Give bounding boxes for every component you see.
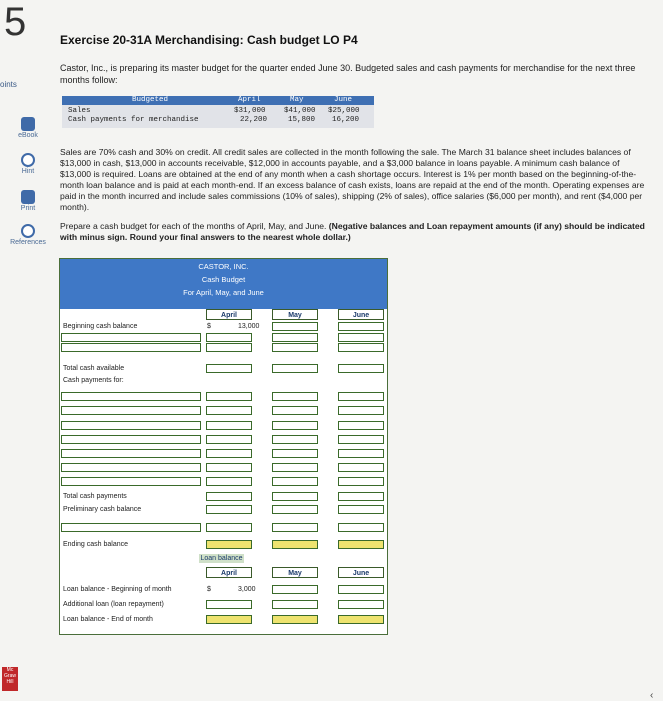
loan-balance-header: Loan balance xyxy=(200,555,243,562)
month-june: June xyxy=(334,96,353,104)
ending-cash-row xyxy=(60,540,387,550)
instructions-bold: (Negative balances and Loan repayment amounts (if any) should be indicated with minus sign. Round your final answers to the nearest whole dollar.) xyxy=(60,221,645,242)
line-label-input[interactable] xyxy=(61,477,201,486)
sales-may: $41,000 xyxy=(284,107,316,115)
references-button[interactable] xyxy=(6,224,50,246)
row-june-input[interactable] xyxy=(338,406,384,415)
row-june-input[interactable] xyxy=(338,392,384,401)
budget-header xyxy=(60,259,387,309)
additional-loan-row xyxy=(60,600,387,610)
row-april-input[interactable] xyxy=(206,421,252,430)
row-may-input[interactable] xyxy=(272,449,318,458)
instructions xyxy=(60,221,648,243)
ending-cash-june-input[interactable] xyxy=(338,540,384,549)
sales-table-header: Budgeted xyxy=(132,96,169,104)
row-april-input[interactable] xyxy=(206,406,252,415)
loan-col-may: May xyxy=(272,567,318,578)
payments-row-label: Cash payments for merchandise xyxy=(68,116,199,124)
intro-text: Castor, Inc., is preparing its master budget for the quarter ended June 30. Budgeted sales and cash payments for merchandise for the next three months follow: xyxy=(60,63,636,85)
loan-end-row xyxy=(60,615,387,625)
line-label-input[interactable] xyxy=(61,449,201,458)
input-row xyxy=(60,406,387,416)
budget-period: For April, May, and June xyxy=(183,288,264,297)
line-label-input[interactable] xyxy=(61,343,201,352)
loan-begin-april: 3,000 xyxy=(238,586,256,593)
row-april-input[interactable] xyxy=(206,435,252,444)
references-icon xyxy=(21,224,35,238)
line-label-input[interactable] xyxy=(61,435,201,444)
loan-begin-symbol: $ xyxy=(207,586,211,593)
row-may-input[interactable] xyxy=(272,406,318,415)
print-button[interactable] xyxy=(6,190,50,212)
line-label-input[interactable] xyxy=(61,421,201,430)
row-june-input[interactable] xyxy=(338,463,384,472)
input-row xyxy=(60,421,387,431)
row-may-input[interactable] xyxy=(272,333,318,342)
cash-payments-for-label: Cash payments for: xyxy=(63,377,124,384)
row-june-input[interactable] xyxy=(338,435,384,444)
sales-april: $31,000 xyxy=(234,107,266,115)
row-june-input[interactable] xyxy=(338,449,384,458)
preliminary-cash-label: Preliminary cash balance xyxy=(63,506,142,513)
month-april: April xyxy=(238,96,261,104)
beginning-cash-row xyxy=(60,322,387,332)
col-june: June xyxy=(338,309,384,320)
problem-paragraph: Sales are 70% cash and 30% on credit. All credit sales are collected in the month following the sale. The March 31 balance sheet includes balances of $13,000 in cash, $13,000 in accounts receivable, $12,000 in accounts payable, and a $3,000 balance in loans payable. A minimum cash balance of $13,000 is required. Loans are obtained at the end of any month when a cash shortage occurs. Interest is 1% per month based on the beginning-of-the-month loan balance and is paid at each month-end. If an excess balance of cash exists, loans are repaid at the end of the month. Operating expenses are paid in the month incurred and include sales commissions (10% of sales), shipping (2% of sales), office salaries ($6,000 per month), and rent ($4,000 per month). xyxy=(60,147,645,212)
input-row xyxy=(60,333,387,343)
row-april-input[interactable] xyxy=(206,333,252,342)
points-label: oints xyxy=(0,80,17,89)
row-may-input[interactable] xyxy=(272,463,318,472)
input-row xyxy=(60,449,387,459)
total-cash-june-input[interactable] xyxy=(338,364,384,373)
input-row xyxy=(60,463,387,473)
total-payments-april-input[interactable] xyxy=(206,492,252,501)
row-may-input[interactable] xyxy=(272,523,318,532)
sales-table xyxy=(62,96,374,128)
printer-icon xyxy=(21,190,35,204)
row-may-input[interactable] xyxy=(272,343,318,352)
cash-payments-header-row xyxy=(60,376,387,386)
chevron-left-icon[interactable]: ‹ xyxy=(650,690,654,701)
row-june-input[interactable] xyxy=(338,333,384,342)
hint-button[interactable] xyxy=(6,153,50,175)
additional-loan-june-input[interactable] xyxy=(338,600,384,609)
preliminary-april-input[interactable] xyxy=(206,505,252,514)
exercise-title: Exercise 20-31A Merchandising: Cash budget LO P4 xyxy=(60,33,358,47)
total-cash-available-row xyxy=(60,364,387,374)
print-label: Print xyxy=(20,205,36,212)
total-payments-june-input[interactable] xyxy=(338,492,384,501)
total-cash-available-label: Total cash available xyxy=(63,365,125,372)
loan-begin-label: Loan balance - Beginning of month xyxy=(63,586,172,593)
beginning-cash-may-input[interactable] xyxy=(272,322,318,331)
row-june-input[interactable] xyxy=(338,421,384,430)
loan-begin-row xyxy=(60,585,387,595)
references-label: References xyxy=(10,239,46,246)
loan-col-april: April xyxy=(206,567,252,578)
row-june-input[interactable] xyxy=(338,477,384,486)
ebook-label: eBook xyxy=(18,132,38,139)
row-may-input[interactable] xyxy=(272,421,318,430)
loan-col-june: June xyxy=(338,567,384,578)
total-payments-may-input[interactable] xyxy=(272,492,318,501)
ending-cash-label: Ending cash balance xyxy=(63,541,128,548)
input-row xyxy=(60,477,387,487)
row-may-input[interactable] xyxy=(272,477,318,486)
row-june-input[interactable] xyxy=(338,523,384,532)
instructions-plain: Prepare a cash budget for each of the months of April, May, and June. xyxy=(60,221,329,231)
row-april-input[interactable] xyxy=(206,477,252,486)
beginning-cash-april: 13,000 xyxy=(238,323,260,330)
loan-end-label: Loan balance - End of month xyxy=(63,616,153,623)
loan-begin-may-input[interactable] xyxy=(272,585,318,594)
row-april-input[interactable] xyxy=(206,343,252,352)
row-april-input[interactable] xyxy=(206,523,252,532)
total-cash-payments-row xyxy=(60,492,387,502)
ending-cash-may-input[interactable] xyxy=(272,540,318,549)
ebook-button[interactable] xyxy=(6,117,50,139)
cash-budget-form xyxy=(59,258,388,635)
preliminary-may-input[interactable] xyxy=(272,505,318,514)
line-label-input[interactable] xyxy=(61,406,201,415)
input-row xyxy=(60,392,387,402)
col-may: May xyxy=(272,309,318,320)
line-label-input[interactable] xyxy=(61,392,201,401)
input-row xyxy=(60,523,387,533)
additional-loan-april-input[interactable] xyxy=(206,600,252,609)
line-label-input[interactable] xyxy=(61,463,201,472)
ending-cash-april-input[interactable] xyxy=(206,540,252,549)
payments-may: 15,800 xyxy=(288,116,316,124)
book-icon xyxy=(21,117,35,131)
payments-june: 16,200 xyxy=(332,116,360,124)
mcgraw-hill-logo: Mc Graw Hill xyxy=(2,667,18,691)
budget-name: Cash Budget xyxy=(201,275,246,284)
row-april-input[interactable] xyxy=(206,392,252,401)
beginning-cash-june-input[interactable] xyxy=(338,322,384,331)
row-april-input[interactable] xyxy=(206,463,252,472)
line-label-input[interactable] xyxy=(61,523,201,532)
row-april-input[interactable] xyxy=(206,449,252,458)
beginning-cash-symbol: $ xyxy=(207,323,211,330)
input-row xyxy=(60,343,387,353)
sales-row-label: Sales xyxy=(68,107,91,115)
hint-label: Hint xyxy=(21,168,35,175)
total-cash-payments-label: Total cash payments xyxy=(63,493,127,500)
total-cash-april-input[interactable] xyxy=(206,364,252,373)
budget-company: CASTOR, INC. xyxy=(198,262,249,271)
payments-april: 22,200 xyxy=(240,116,268,124)
row-may-input[interactable] xyxy=(272,435,318,444)
loan-end-june-input[interactable] xyxy=(338,615,384,624)
input-row xyxy=(60,435,387,445)
line-label-input[interactable] xyxy=(61,333,201,342)
beginning-cash-label: Beginning cash balance xyxy=(63,323,138,330)
preliminary-cash-row xyxy=(60,505,387,515)
additional-loan-may-input[interactable] xyxy=(272,600,318,609)
sales-table-header-band xyxy=(62,96,374,105)
sales-june: $25,000 xyxy=(328,107,360,115)
additional-loan-label: Additional loan (loan repayment) xyxy=(63,601,164,608)
loan-begin-june-input[interactable] xyxy=(338,585,384,594)
total-cash-may-input[interactable] xyxy=(272,364,318,373)
row-may-input[interactable] xyxy=(272,392,318,401)
hint-icon xyxy=(21,153,35,167)
preliminary-june-input[interactable] xyxy=(338,505,384,514)
col-april: April xyxy=(206,309,252,320)
loan-end-may-input[interactable] xyxy=(272,615,318,624)
month-may: May xyxy=(290,96,304,104)
question-number: 5 xyxy=(4,0,27,44)
row-june-input[interactable] xyxy=(338,343,384,352)
loan-end-april-input[interactable] xyxy=(206,615,252,624)
